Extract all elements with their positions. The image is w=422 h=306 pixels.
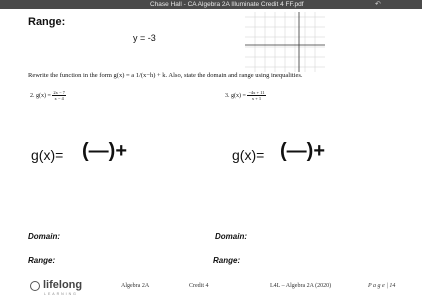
instructions-text: Rewrite the function in the form g(x) = a 1/(x−h) + k. Also, state the domain and range using inequalities. <box>28 72 303 79</box>
footer-course: Algebra 2A <box>121 283 150 289</box>
answer-template-3: (—)+ <box>280 140 325 162</box>
range-label-2: Range: <box>28 256 56 265</box>
problem-number: 2. <box>30 92 35 99</box>
window-titlebar <box>0 0 422 9</box>
answer-lhs-2: g(x)= <box>31 147 64 163</box>
footer-page: P a g e | 14 <box>368 283 396 289</box>
answer-lhs-3: g(x)= <box>232 147 265 163</box>
problem-2 <box>30 90 66 101</box>
window-title: Chase Hall - CA Algebra 2A Illuminate Credit 4 FF.pdf <box>150 1 304 8</box>
problem-fraction <box>52 90 66 101</box>
coordinate-grid <box>245 12 325 72</box>
range-label-top: Range: <box>28 16 66 28</box>
asymptote-equation: y = -3 <box>133 33 156 43</box>
fraction-denominator: x + 1 <box>251 96 262 101</box>
problem-3 <box>225 90 266 101</box>
footer-credit: Credit 4 <box>189 283 209 289</box>
fraction-numerator: 2x − 7 <box>53 90 65 95</box>
problem-number: 3. <box>225 92 230 99</box>
footer-code: L4L – Algebra 2A (2020) <box>270 283 332 289</box>
domain-label-2: Domain: <box>28 232 60 241</box>
footer-brand-sub: LEARNING <box>44 292 78 296</box>
back-icon[interactable]: ↶ <box>375 1 381 8</box>
fraction-denominator: x − 4 <box>54 96 64 101</box>
logo-icon <box>30 281 40 291</box>
answer-template-2: (—)+ <box>82 140 127 162</box>
problem-fraction <box>247 90 265 101</box>
fraction-numerator: −4x + 11 <box>248 90 265 95</box>
problem-lhs: g(x) = <box>36 92 51 99</box>
problem-lhs: g(x) = <box>231 92 246 99</box>
range-label-3: Range: <box>213 256 241 265</box>
domain-label-3: Domain: <box>215 232 247 241</box>
footer-brand: lifelong <box>43 279 83 291</box>
